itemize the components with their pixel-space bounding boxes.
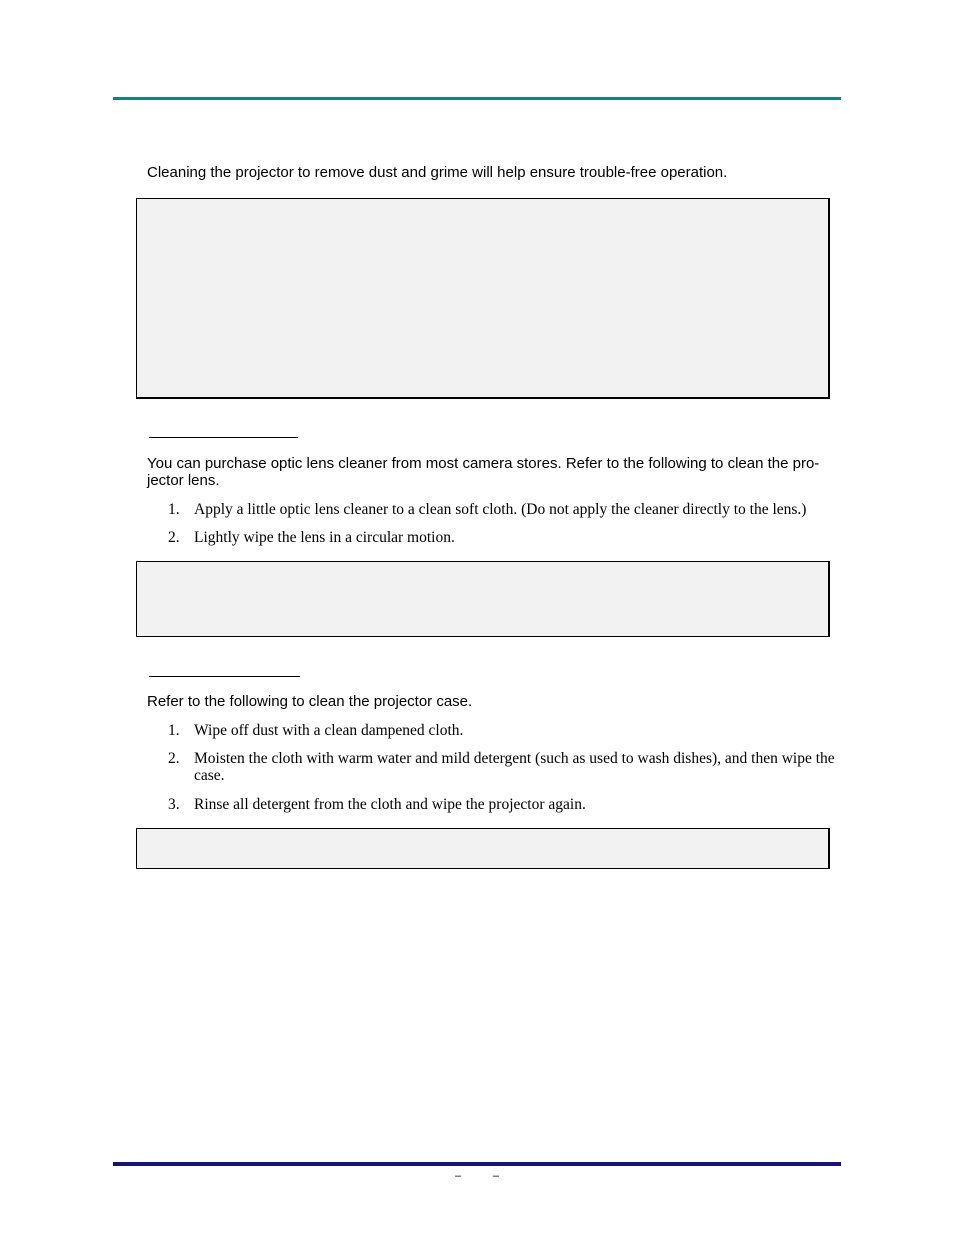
list-item [168,750,843,784]
lens-heading-underline [149,437,298,438]
case-heading-underline [149,676,300,677]
case-paragraph: Refer to the following to clean the projector case. [147,693,473,710]
list-item-text: Lightly wipe the lens in a circular motion. [194,529,455,546]
lens-paragraph: You can purchase optic lens cleaner from most camera stores. Refer to the following to clean the pro-jector lens. [147,455,820,489]
list-item-text: Moisten the cloth with warm water and mild detergent (such as used to wash dishes), and then wipe the case. [194,750,835,784]
list-item-number: 1. [168,722,180,739]
list-item-number: 3. [168,796,180,813]
list-item [168,722,843,739]
list-item-text: Wipe off dust with a clean dampened cloth. [194,722,464,739]
page-mark-left: – [455,1170,462,1182]
list-item [168,501,843,518]
page-number-area [455,1170,499,1182]
list-item-text: Rinse all detergent from the cloth and wipe the projector again. [194,796,586,813]
list-item [168,796,843,813]
list-item [168,529,843,546]
page-mark-right: – [492,1170,499,1182]
lens-caution-box [136,561,830,637]
list-item-number: 2. [168,529,180,546]
footer-rule [113,1162,841,1166]
case-caution-box [136,828,830,869]
list-item-number: 2. [168,750,180,767]
warning-box [136,198,830,399]
list-item-number: 1. [168,501,180,518]
intro-paragraph: Cleaning the projector to remove dust and grime will help ensure trouble-free operation. [147,164,728,181]
header-rule [113,97,841,100]
list-item-text: Apply a little optic lens cleaner to a clean soft cloth. (Do not apply the cleaner directly to the lens.) [194,501,807,518]
